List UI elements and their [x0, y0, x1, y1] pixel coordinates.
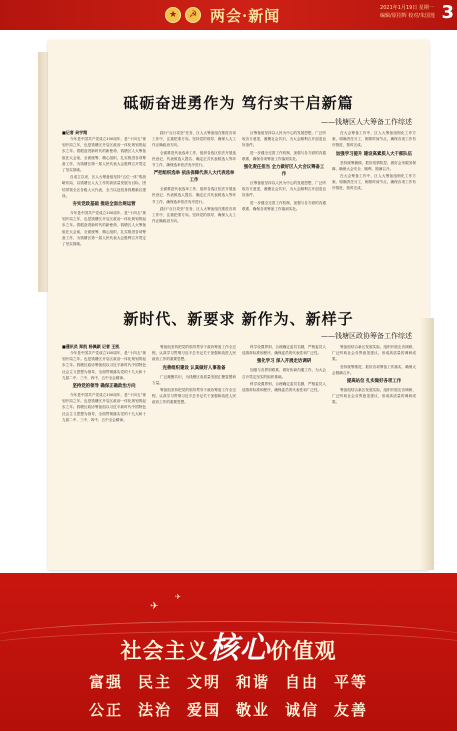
section-heading: 夯实党政基础 推进全面合规运营 [72, 202, 136, 208]
paragraph: 在大会筹备工作中，区人大筹备组细化工作方案，明确责任分工，倒排时间节点，确保各项工作有序推进、按时完成。 [332, 131, 416, 148]
article1-body [62, 130, 416, 248]
paragraph: 今年是中国共产党成立100周年，是“十四五”规划开局之年。也是钱塘区开启区政治一体化规划的起步之年。钱塘区政协筹备组以习近平新时代中国特色社会主义思想为指导，全面贯彻落实党的十九大和十九届二中、三中、四中、五中全会精神。 [62, 393, 146, 422]
issue-date: 2021年1月19日 星期一 [380, 5, 434, 11]
paragraph: 今年是中国共产党成立100周年，是“十四五”规划开局之年，也是钱塘区开启区政治一体化规划的起步之年。着眼奋进新时代的新使命，钱塘区人大筹备组在大会前，全面统筹、精心组织，扎实推进各项筹备工作，为钱塘区第一届人民代表大会胜利召开奠定了坚实基础。 [62, 211, 146, 247]
article1-subhead: ——钱塘区人大筹备工作综述 [321, 118, 412, 126]
masthead-emblems [165, 7, 201, 23]
core-values-banner [0, 573, 457, 731]
national-emblem-icon: ★ [165, 7, 181, 23]
value-item: 自由 [285, 673, 320, 691]
paragraph: 区筹备组坚持以人民为中心的发展思想，广泛听取各方意见，凝聚社会共识，为大会顺利召开创造良好条件。 [242, 181, 326, 198]
values-row-2 [0, 699, 457, 720]
bird-icon: ✈ [150, 601, 159, 612]
banner-title [0, 623, 457, 667]
paragraph: 践行“百日攻坚”任务，区人大筹备组在推进各项工作中，注重把准方向。坚持党的领导，确保人大工作正确政治方向。 [152, 206, 236, 224]
party-emblem-icon: ☭ [185, 7, 201, 23]
value-item: 法治 [137, 701, 172, 719]
value-item: 公正 [88, 701, 123, 719]
value-item: 爱国 [186, 701, 221, 719]
paragraph: 筹备组结合新区发展实际，组织开展走访调研，广泛听取社会各界意见建议，形成高质量的调研成果。 [332, 345, 416, 362]
article2-headline: 新时代、新要求 新作为、新样子 [123, 310, 354, 328]
paragraph: 科学设置界别，合理确定委员名额，严格委员人选推荐标准和程序，确保委员的代表性和广泛性。 [242, 381, 326, 393]
paragraph: 坚持统筹推进，抓好各项筹备工作落实，确保大会圆满召开。 [332, 364, 416, 375]
paragraph: 在大会筹备工作中，区人大筹备组细化工作方案，明确责任分工，倒排时间节点，确保各项工作有序推进、按时完成。 [332, 174, 416, 191]
masthead [0, 0, 457, 30]
section-heading: 提高站位 扎实做好各项工作 [346, 379, 402, 385]
paragraph: 进一步健全完善工作机制，加强与各方面的沟通联系，确保各项筹备工作落到实处。 [242, 150, 326, 161]
article1-col-1 [62, 130, 146, 248]
article1-col-2 [152, 130, 236, 248]
masthead-meta [380, 4, 435, 20]
paragraph: 全面推进代表选举工作，组织各选区依法开展选民登记、代表候选人提名、确定正式代表候选人等环节工作，确保选举依法有序进行。 [152, 187, 236, 204]
paragraph: 筹备组结合新区发展实际，组织开展走访调研，广泛听取社会各界意见建议，形成高质量的调研成果。 [332, 388, 416, 405]
paragraph: 进一步健全完善工作机制，加强与各方面的沟通联系，确保各项筹备工作落到实处。 [242, 200, 326, 211]
section-heading: 完善组织建设 认真做好人事准备 [162, 365, 226, 371]
article2-col-4 [332, 344, 416, 424]
article1-col-4 [332, 130, 416, 248]
editor-credits: 编辑/原招辉 校对/朱国莲 [380, 13, 435, 19]
article1-col-3 [242, 130, 326, 248]
paragraph: 今年是中国共产党成立100周年，是“十四五”规划开局之年。也是钱塘区开启区政治一体化规划的起步之年。钱塘区政协筹备组以习近平新时代中国特色社会主义思想为指导，全面贯彻落实党的十九大和十九届二中、三中、四中、五中全会精神。 [62, 351, 146, 380]
article2-subhead: ——钱塘区政协筹备工作综述 [321, 332, 412, 340]
value-item: 和谐 [236, 673, 271, 691]
section-title: 两会·新闻 [210, 7, 281, 25]
value-item: 敬业 [236, 701, 271, 719]
value-item: 诚信 [285, 701, 320, 719]
value-item: 富强 [88, 673, 123, 691]
paper-curl-right [420, 318, 434, 570]
banner-title-right: 价值观 [270, 638, 337, 663]
paragraph: 加强与各界别联系，做好协商沟通工作，为大会召开奠定坚实的组织基础。 [242, 368, 326, 379]
value-item: 友善 [334, 701, 369, 719]
section-heading: 坚持党的领导 确保正确政治方向 [72, 384, 136, 390]
article2-col-3 [242, 344, 326, 424]
value-item: 民主 [137, 673, 172, 691]
section-heading: 强化责任担当 全力做好区人大会议筹备工作 [243, 165, 325, 178]
paragraph: 区筹备组坚持以人民为中心的发展思想，广泛听取各方意见，凝聚社会共识，为大会顺利召开创造良好条件。 [242, 131, 326, 148]
paragraph: 筹备组坚持把党的领导贯穿于政协筹备工作全过程，认真学习贯彻习近平总书记关于加强和改进人民政协工作的重要思想。 [152, 345, 236, 362]
banner-title-left: 社会主义 [120, 638, 209, 663]
article1-byline: ■记者 吴宇翔 [62, 130, 88, 135]
article2-col-2 [152, 344, 236, 424]
article1-headline: 砥砺奋进勇作为 笃行实干启新篇 [123, 94, 354, 112]
article2-byline: ■通讯员 郑凯 杨佩颖 记者 王凯 [62, 344, 120, 349]
value-item: 文明 [186, 673, 221, 691]
values-row-1 [0, 671, 457, 692]
paragraph: 自成立以来，区人大筹备组坚持“五位一体”的战略布局，以钱塘区人大工作的高质量发展为目标，团结带领全区各级人大代表，全力以赴投身钱塘新区建设。 [62, 175, 146, 198]
paragraph: 广泛凝聚共识，为钱塘区高质量发展汇聚智慧和力量。 [152, 374, 236, 385]
paragraph: 今年是中国共产党成立100周年，是“十四五”规划开局之年，也是钱塘区开启区政治一体化规划的起步之年。着眼奋进新时代的新使命，钱塘区人大筹备组在大会前，全面统筹、精心组织，扎实推进各项筹备工作，为钱塘区第一届人民代表大会胜利召开奠定了坚实基础。 [62, 137, 146, 173]
paragraph: 全面推进代表选举工作，组织各选区依法开展选民登记、代表候选人提名、确定正式代表候选人等环节工作，确保选举依法有序进行。 [152, 150, 236, 168]
paragraph: 坚持统筹兼顾，抓好疫情防控，做好会务服务保障，确保大会安全、顺利、圆满召开。 [332, 160, 416, 171]
paragraph: 科学设置界别，合理确定委员名额，严格委员人选推荐标准和程序，确保委员的代表性和广泛性。 [242, 345, 326, 356]
banner-title-core: 核心 [208, 631, 271, 666]
article2-col-1 [62, 344, 146, 424]
page-number: 3 [441, 2, 454, 23]
section-heading: 加强学习提升 建设高素质人大干部队伍 [335, 151, 413, 157]
paragraph: 筹备组坚持把党的领导贯穿于政协筹备工作全过程，认真学习贯彻习近平总书记关于加强和改进人民政协工作的重要思想。 [152, 388, 236, 405]
value-item: 平等 [334, 673, 369, 691]
section-heading: 严把组织选举 依法保障代表人大代表选举工作 [153, 171, 235, 184]
paragraph: 践行“百日攻坚”任务，区人大筹备组在推进各项工作中，注重把准方向。坚持党的领导，确保人大工作正确政治方向。 [152, 131, 236, 148]
article2-body [62, 344, 416, 424]
bird-icon: ✈ [175, 593, 181, 601]
section-heading: 强化学习 深入开展走访调研 [256, 359, 312, 365]
